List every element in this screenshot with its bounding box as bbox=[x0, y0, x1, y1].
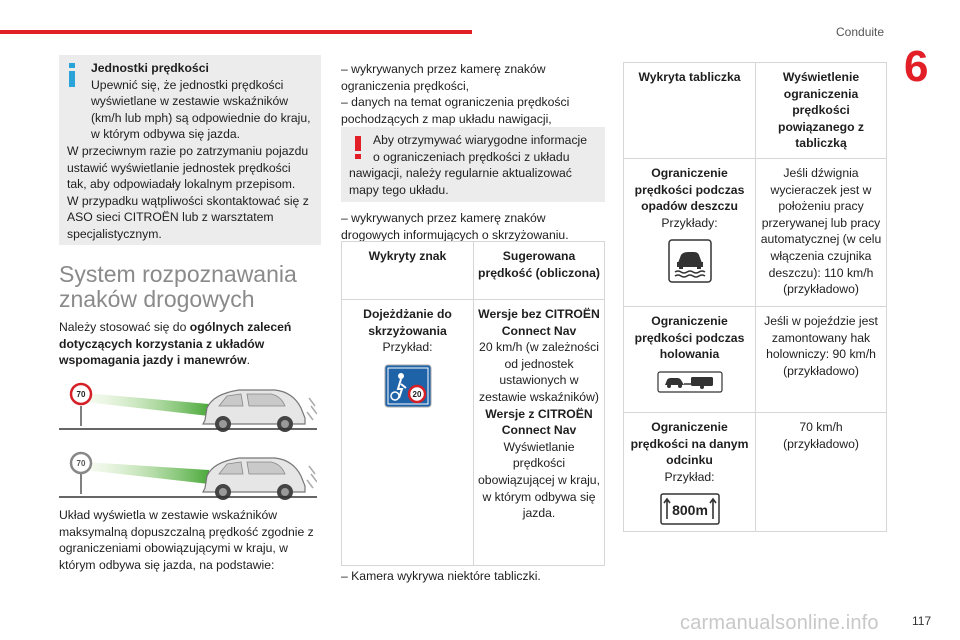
table-header: Wykryty znak bbox=[342, 242, 474, 300]
list-item: – Kamera wykrywa niektóre tabliczki. bbox=[341, 569, 541, 583]
header-accent-bar bbox=[0, 30, 472, 34]
rain-car-icon bbox=[668, 239, 712, 283]
car-icon bbox=[203, 390, 317, 432]
table-header: Wyświetlenie ograniczenia prędkości powiązanego z tabliczką bbox=[756, 63, 887, 159]
info-paragraph: W przypadku wątpliwości skontaktować się z ASO sieci CITROËN lub z warsztatem specjalistycznym. bbox=[67, 193, 309, 241]
exclamation-icon bbox=[355, 136, 361, 160]
watermark: carmanualsonline.info bbox=[680, 612, 879, 634]
plate-table bbox=[623, 62, 887, 532]
sign-car-illustration bbox=[59, 448, 317, 500]
car-icon bbox=[203, 458, 317, 500]
section-heading: System rozpoznawania znaków drogowych bbox=[59, 261, 297, 312]
table-cell: Jeśli dźwignia wycieraczek jest w położeniu pracy przerywanej lub pracy automatycznej (w celu włączenia czujnika deszczu): 110 km/h (przykładowo) bbox=[756, 158, 887, 306]
table-cell: Dojeżdżanie do skrzyżowania Przykład: 20 bbox=[342, 300, 474, 566]
sign-value: 20 bbox=[412, 389, 421, 399]
warning-text: Aby otrzymywać wiarygodne informacje o ograniczeniach prędkości z układu bbox=[373, 133, 588, 164]
chapter-number: 6 bbox=[904, 42, 929, 91]
distance-value: 800m bbox=[671, 502, 708, 519]
table-cell: Ograniczenie prędkości podczas opadów deszczu Przykłady: bbox=[624, 158, 756, 306]
table-header: Wykryta tabliczka bbox=[624, 63, 756, 159]
sign-value: 70 bbox=[76, 459, 86, 468]
info-title: Jednostki prędkości bbox=[91, 61, 209, 75]
warning-box bbox=[341, 127, 605, 202]
distance-icon bbox=[660, 493, 720, 525]
table-cell: Wersje bez CITROËN Connect Nav 20 km/h (w zależności od jednostek ustawionych w zestawie wskaźników) Wersje z CITROËN Connect Nav Wyświetlanie prędkości obowiązującej w kraju, w którym odbywa się jazda. bbox=[474, 300, 605, 566]
crossing-zone-sign-icon bbox=[384, 364, 432, 408]
outro-text: Układ wyświetla w zestawie wskaźników maksymalną dopuszczalną prędkość zgodnie z ograniczeniami obowiązującymi w kraju, w którym odbywa się jazda, na podstawie: bbox=[59, 508, 314, 572]
warning-text: nawigacji, należy regularnie aktualizować mapy tego układu. bbox=[349, 166, 572, 197]
source-list bbox=[341, 61, 606, 127]
info-paragraph: W przeciwnym razie po zatrzymaniu pojazdu ustawić wyświetlanie jednostek prędkości tak, aby odpowiadały lokalnym przepisom. bbox=[67, 143, 309, 192]
table-header: Sugerowana prędkość (obliczona) bbox=[474, 242, 605, 300]
list-item: – wykrywanych przez kamerę znaków ograniczenia prędkości, bbox=[341, 62, 546, 93]
sign-value: 70 bbox=[76, 390, 86, 399]
table-cell: Jeśli w pojeździe jest zamontowany hak holowniczy: 90 km/h (przykładowo) bbox=[756, 306, 887, 412]
list-item: – wykrywanych przez kamerę znaków drogowych informujących o skrzyżowaniu. bbox=[341, 211, 569, 242]
list-item: – danych na temat ograniczenia prędkości pochodzących z map układu nawigacji, bbox=[341, 95, 570, 126]
table-cell: 70 km/h (przykładowo) bbox=[756, 412, 887, 531]
intro-text: Należy stosować się do ogólnych zaleceń dotyczących korzystania z układów wspomagania jazdy i manewrów. bbox=[59, 320, 292, 368]
page-number: 117 bbox=[912, 614, 932, 628]
table-cell: Ograniczenie prędkości na danym odcinku Przykład: 800m bbox=[624, 412, 756, 531]
info-box bbox=[59, 55, 321, 245]
crossing-sign-table bbox=[341, 241, 605, 566]
info-paragraph: Upewnić się, że jednostki prędkości wyświetlane w zestawie wskaźników (km/h lub mph) są odpowiednie do kraju, w którym odbywa się jazda. bbox=[91, 77, 311, 142]
sign-car-illustration bbox=[59, 376, 317, 432]
table-cell: Ograniczenie prędkości podczas holowania bbox=[624, 306, 756, 412]
info-icon bbox=[65, 63, 79, 87]
towing-icon bbox=[657, 371, 723, 393]
intro-bold: ogólnych zaleceń dotyczących korzystania z układów wspomagania jazdy i manewrów bbox=[59, 320, 292, 368]
section-name: Conduite bbox=[836, 25, 885, 39]
